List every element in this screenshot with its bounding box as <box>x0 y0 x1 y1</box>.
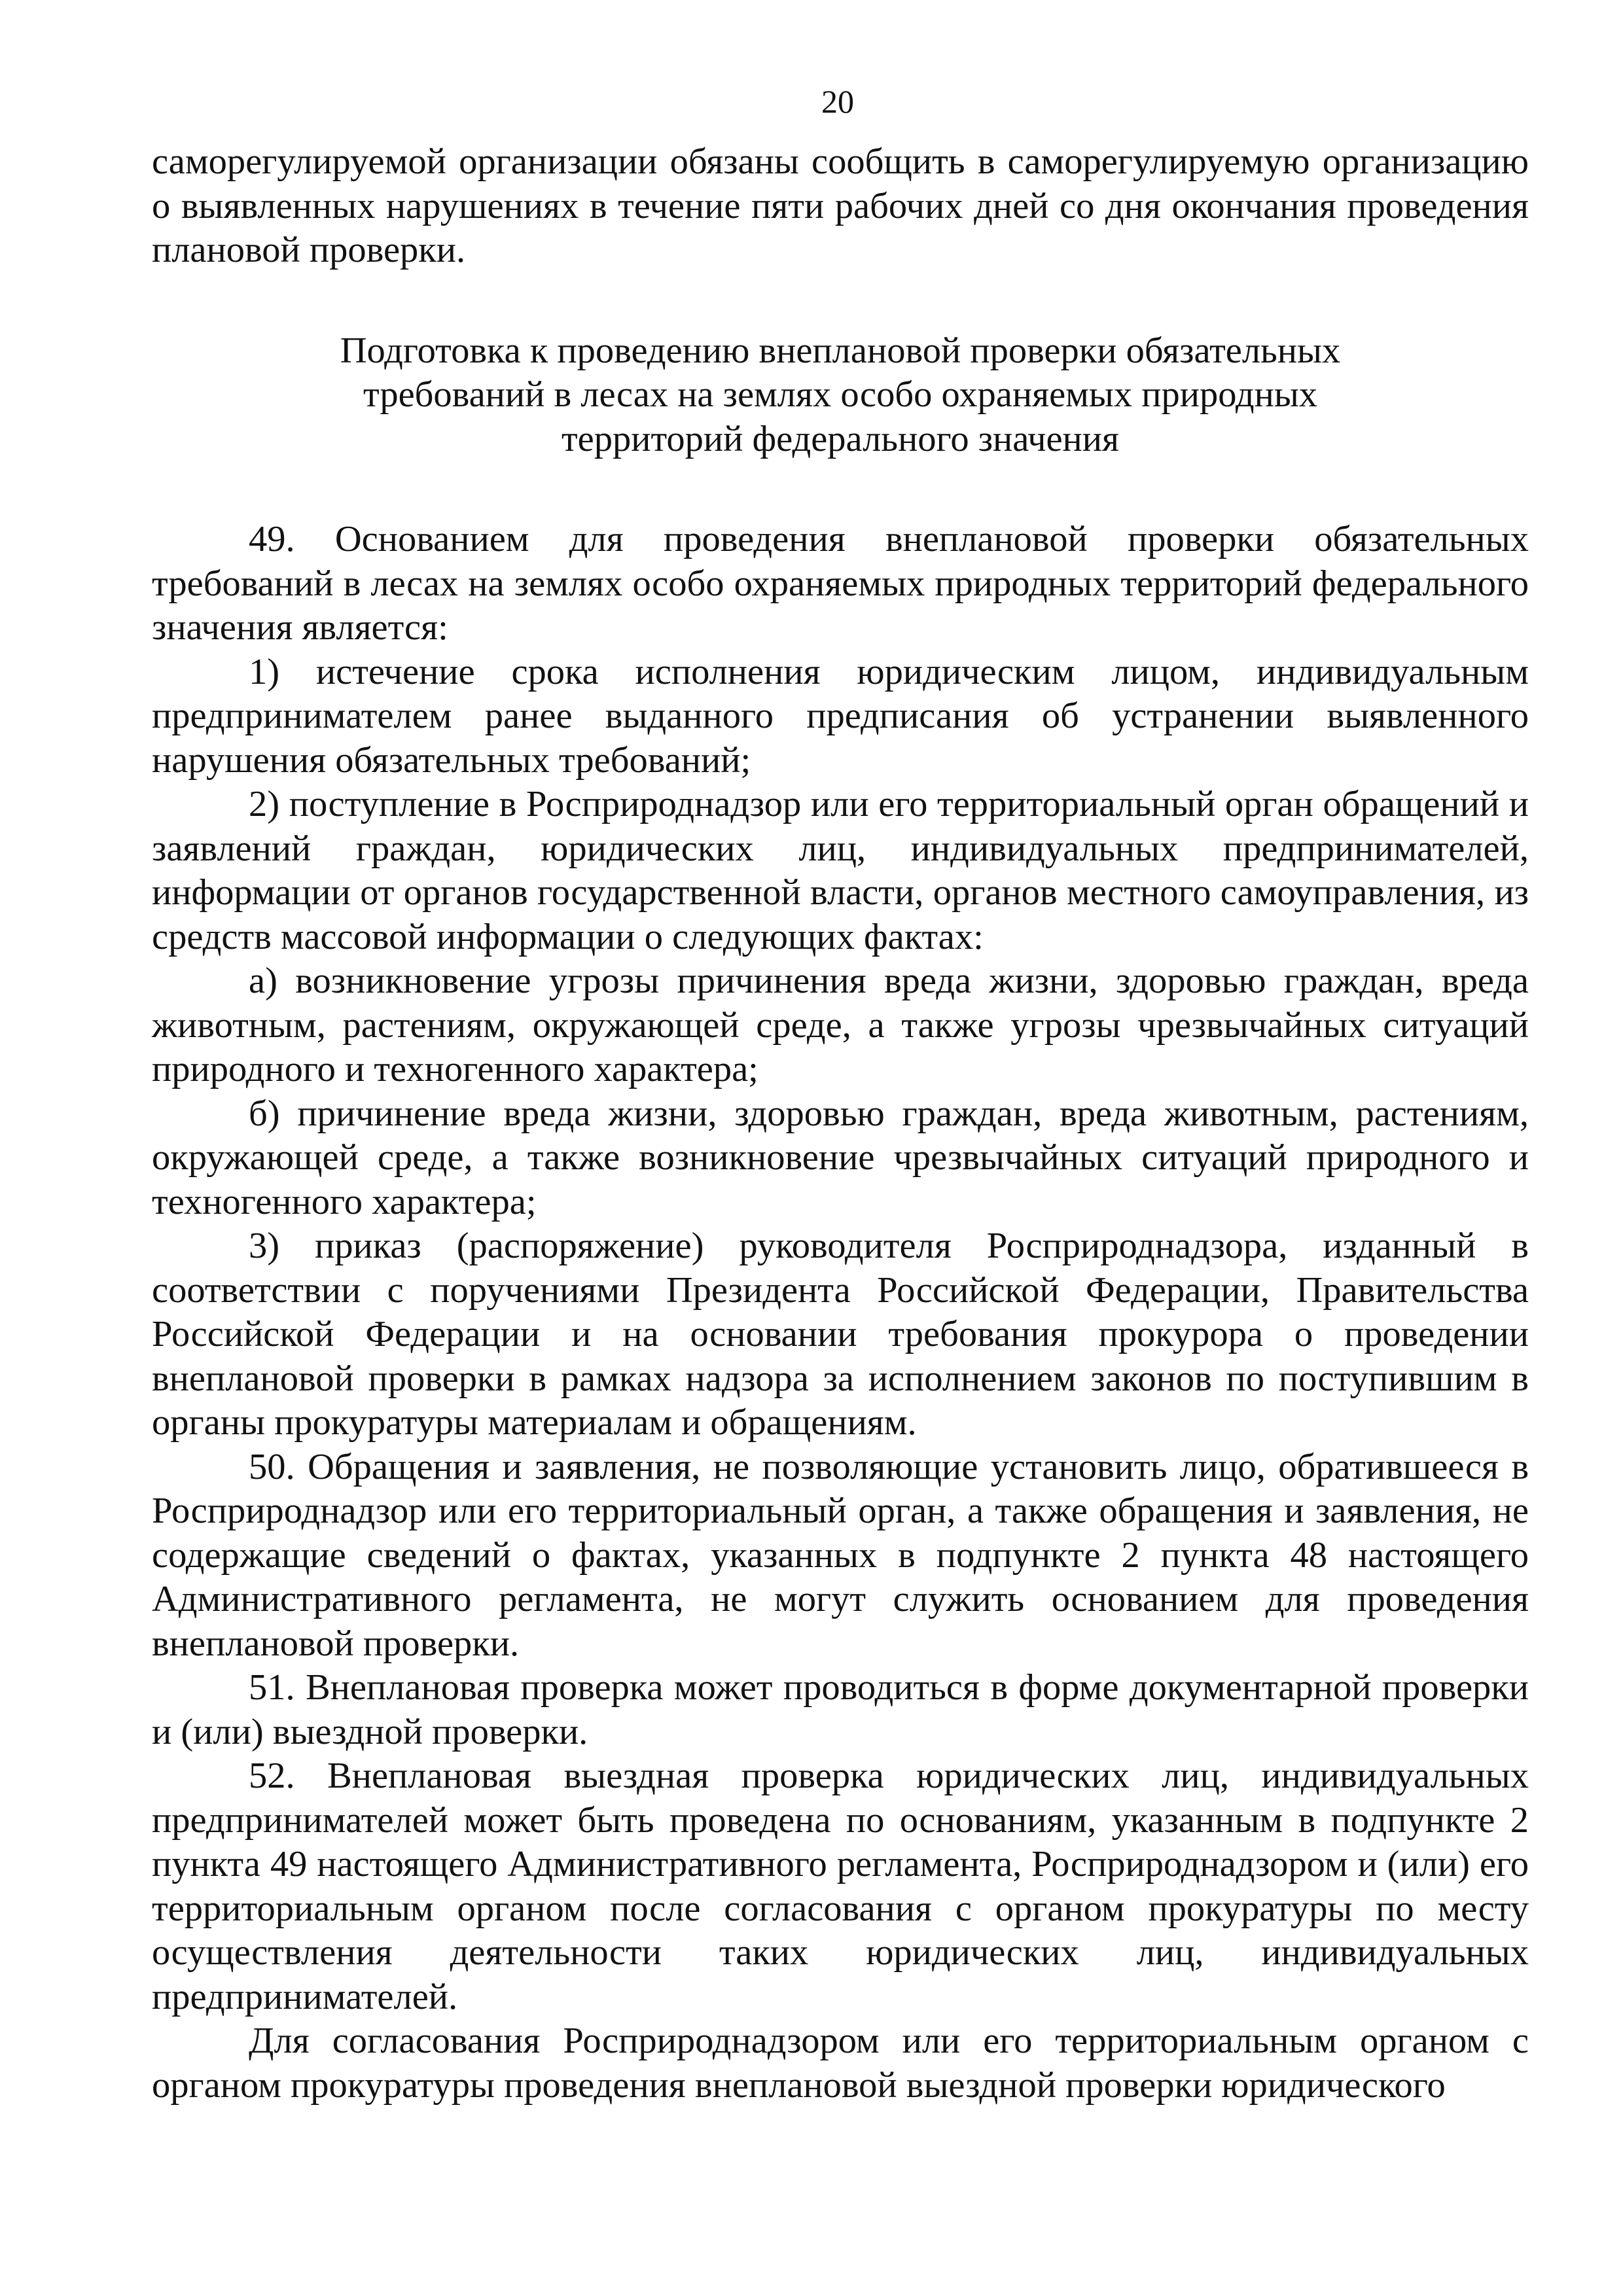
intro-paragraph: саморегулируемой организации обязаны сообщить в саморегулируемую организацию о выявленных нарушениях в течение пяти рабочих дней со дня окончания проведения плановой проверки. <box>152 141 1529 270</box>
paragraph-49-item-2b: б) причинение вреда жизни, здоровью граждан, вреда животным, растениям, окружающей среде, а также возникновение чрезвычайных ситуаций природного и техногенного характера; <box>152 1093 1529 1222</box>
paragraph-50: 50. Обращения и заявления, не позволяющие установить лицо, обратившееся в Росприроднадзор или его территориальный орган, а также обращения и заявления, не содержащие сведений о фактах, указанных в подпункте 2 пункта 48 настоящего Административного регламента, не могут служить основанием для проведения внеплановой проверки. <box>152 1446 1529 1664</box>
section-heading <box>152 329 1529 462</box>
paragraph-51: 51. Внеплановая проверка может проводиться в форме документарной проверки и (или) выездной проверки. <box>152 1667 1529 1752</box>
paragraph-49-item-2a: а) возникновение угрозы причинения вреда жизни, здоровью граждан, вреда животным, растениям, окружающей среде, а также угрозы чрезвычайных ситуаций природного и техногенного характера; <box>152 961 1529 1089</box>
paragraph-49: 49. Основанием для проведения внеплановой проверки обязательных требований в лесах на землях особо охраняемых природных территорий федерального значения является: <box>152 519 1529 648</box>
section-heading-line-3: территорий федерального значения <box>561 418 1120 459</box>
paragraph-52: 52. Внеплановая выездная проверка юридических лиц, индивидуальных предпринимателей может быть проведена по основаниям, указанным в подпункте 2 пункта 49 настоящего Административного регламента, Росприроднадзором и (или) его территориальным органом после согласования с органом прокуратуры по месту осуществления деятельности таких юридических лиц, индивидуальных предпринимателей. <box>152 1756 1529 2017</box>
section-heading-line-1: Подготовка к проведению внеплановой проверки обязательных <box>340 330 1341 371</box>
page-number: 20 <box>821 83 854 120</box>
paragraph-52-continuation: Для согласования Росприроднадзором или его территориальным органом с органом прокуратуры проведения внеплановой выездной проверки юридического <box>152 2021 1529 2106</box>
paragraph-49-item-3: 3) приказ (распоряжение) руководителя Росприроднадзора, изданный в соответствии с поручениями Президента Российской Федерации, Правительства Российской Федерации и на основании требования прокурора о проведении внеплановой проверки в рамках надзора за исполнением законов по поступившим в органы прокуратуры материалам и обращениям. <box>152 1226 1529 1443</box>
paragraph-49-item-2: 2) поступление в Росприроднадзор или его территориальный орган обращений и заявлений граждан, юридических лиц, индивидуальных предпринимателей, информации от органов государственной власти, органов местного самоуправления, из средств массовой информации о следующих фактах: <box>152 784 1529 957</box>
paragraph-49-item-1: 1) истечение срока исполнения юридическим лицом, индивидуальным предпринимателем ранее выданного предписания об устранении выявленного нарушения обязательных требований; <box>152 651 1529 781</box>
document-body <box>152 140 1529 2108</box>
section-heading-line-2: требований в лесах на землях особо охраняемых природных <box>363 374 1318 415</box>
